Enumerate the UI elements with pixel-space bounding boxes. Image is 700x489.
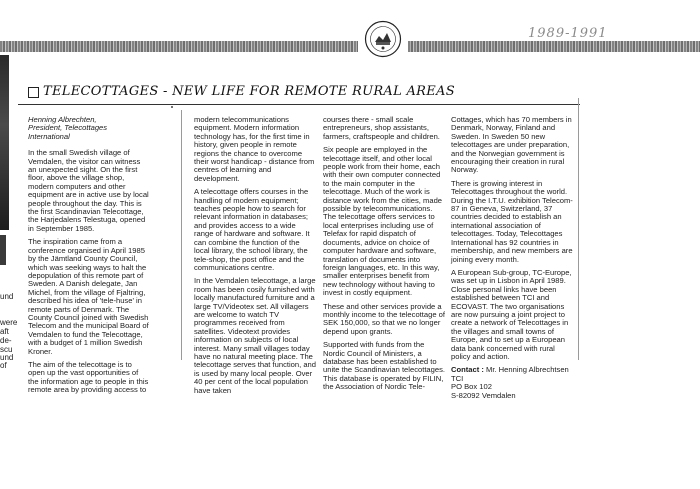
edge-text-fragment: de-: [0, 336, 12, 345]
paragraph: A European Sub-group, TC-Europe, was set up in Lisbon in April 1989. Close personal links have been established between TCI and ECOVAST. The two organisations are now pursuing a joint project to create a network of Telecottages in the villages and small towns of Europe, and to set up a European data bank concerned with rural policy and action.: [451, 267, 572, 361]
paragraph: In the Vemdalen telecottage, a large room has been cosily furnished with locally manufactured furniture and a large TV/Videotex set. All villagers are welcome to watch TV programmes received from satellites. Videotext provides information on subjects of local interest. Many small villages today have no natural meeting place. The telecottage serves that function, and is used by many local people. Over 40 per cent of the local population have taken: [194, 276, 317, 395]
scan-banner-strip: [0, 41, 700, 52]
paragraph: Six people are employed in the telecottage itself, and other local people work from their home, each with their own computer connected to the main computer in the telecottage. Much of the work is distance work from the cities, made possible by telecommunications. The telecottage offers services to local enterprises including use of Telefax for rapid dispatch of documents, advice on choice of computer hardware and software, translation of documents into foreign languages, etc. In this way, smaller enterprises benefit from new technology without having to invest in costly equipment.: [323, 145, 443, 298]
article-title: TELECOTTAGES - NEW LIFE FOR REMOTE RURAL AREAS: [43, 84, 455, 99]
paragraph: There is growing interest in Telecottages throughout the world. During the I.T.U. exhibition Telecom-87 in Geneva, Switzerland, 37 countries decided to establish an international association of telecottages. Today, Telecottages International has 92 countries in membership, and new members are joining every month.: [451, 178, 573, 264]
edge-text-fragment: were: [0, 318, 18, 327]
paragraph: These and other services provide a monthly income to the telecottage of SEK 150,000, so that we no longer depend upon grants.: [323, 301, 445, 336]
paragraph: Supported with funds from the Nordic Council of Ministers, a database has been established to unite the Scandinavian telecottages. This database is operated by FILIN, the Association of Nordic Tele-: [323, 340, 446, 392]
contact-name: Mr. Henning Albrechtsen: [486, 365, 569, 375]
column-divider: [181, 110, 182, 360]
title-box-icon: [28, 87, 39, 98]
edge-text-fragment: und: [0, 353, 14, 362]
organisation-seal-icon: [364, 20, 402, 58]
handwritten-date: 1989-1991: [528, 26, 608, 41]
paragraph: Cottages, which has 70 members in Denmark, Norway, Finland and Sweden. In Sweden 50 new telecottages are under preparation, and the Norwegian government is encouraging their creation in rural Norway.: [451, 115, 572, 175]
article-column-4: [451, 116, 573, 405]
contact-box: PO Box 102: [451, 382, 492, 392]
article-column-1: [28, 116, 150, 400]
author-name: Henning Albrechten,: [28, 115, 97, 124]
edge-text-fragment: und: [0, 292, 14, 301]
paragraph: A telecottage offers courses in the handling of modern equipment; teaches people how to search for relevant information in databases; and provides access to a wide range of hardware and software. It can combine the function of the local library, the school library, the tele-shop, the post office and the communications centre.: [194, 187, 310, 272]
paragraph: The aim of the telecottage is to open up the vast opportunities of the information age to people in this remote area by providing access to: [28, 359, 149, 395]
paragraph: modern telecommunications equipment. Modern information technology has, for the first time in history, given people in remote regions the chance to overcome their worst handicap - distance from centres of learning and development.: [194, 115, 315, 183]
article-column-2: [194, 116, 316, 400]
contact-city: S-82092 Vemdalen: [451, 390, 516, 400]
edge-text-fragment: of: [0, 361, 7, 370]
adjacent-page-photo-fragment: [0, 235, 6, 265]
paragraph: The inspiration came from a conference organised in April 1985 by the Jämtland County Council, which was seeking ways to halt the depopulation of this remote part of Sweden. A Danish delegate, Jan Michel, from the village of Fjaltring, described his idea of 'tele-huse' in remote parts of Denmark. The County Council joined with Swedish Telecom and the municipal Board of Vemdalen to fund the Telecottage, with a budget of 1 million Swedish Kroner.: [28, 237, 149, 356]
decorative-dot: [171, 106, 173, 108]
contact-block: [451, 366, 573, 400]
paragraph: courses there - small scale entrepreneurs, shop assistants, farmers, craftspeople and children.: [323, 115, 440, 141]
paragraph: In the small Swedish village of Vemdalen, the visitor can witness an unexpected sight. On the first floor, above the village shop, modern computers and other equipment are in active use by local people throughout the day. This is the first Scandinavian Telecottage, the Harjedalens Telestuga, opened in September 1985.: [28, 148, 149, 233]
contact-label: Contact :: [451, 365, 484, 375]
contact-org: TCI: [451, 373, 464, 383]
author-role: President, Telecottages International: [28, 123, 108, 141]
right-margin-rule: [578, 98, 579, 360]
article-column-3: [323, 116, 445, 397]
article-author: [28, 116, 150, 141]
article-title-bar: [18, 84, 580, 105]
adjacent-page-photo: [0, 55, 9, 230]
edge-text-fragment: aft: [0, 327, 9, 336]
edge-text-fragment: scu: [0, 345, 13, 354]
